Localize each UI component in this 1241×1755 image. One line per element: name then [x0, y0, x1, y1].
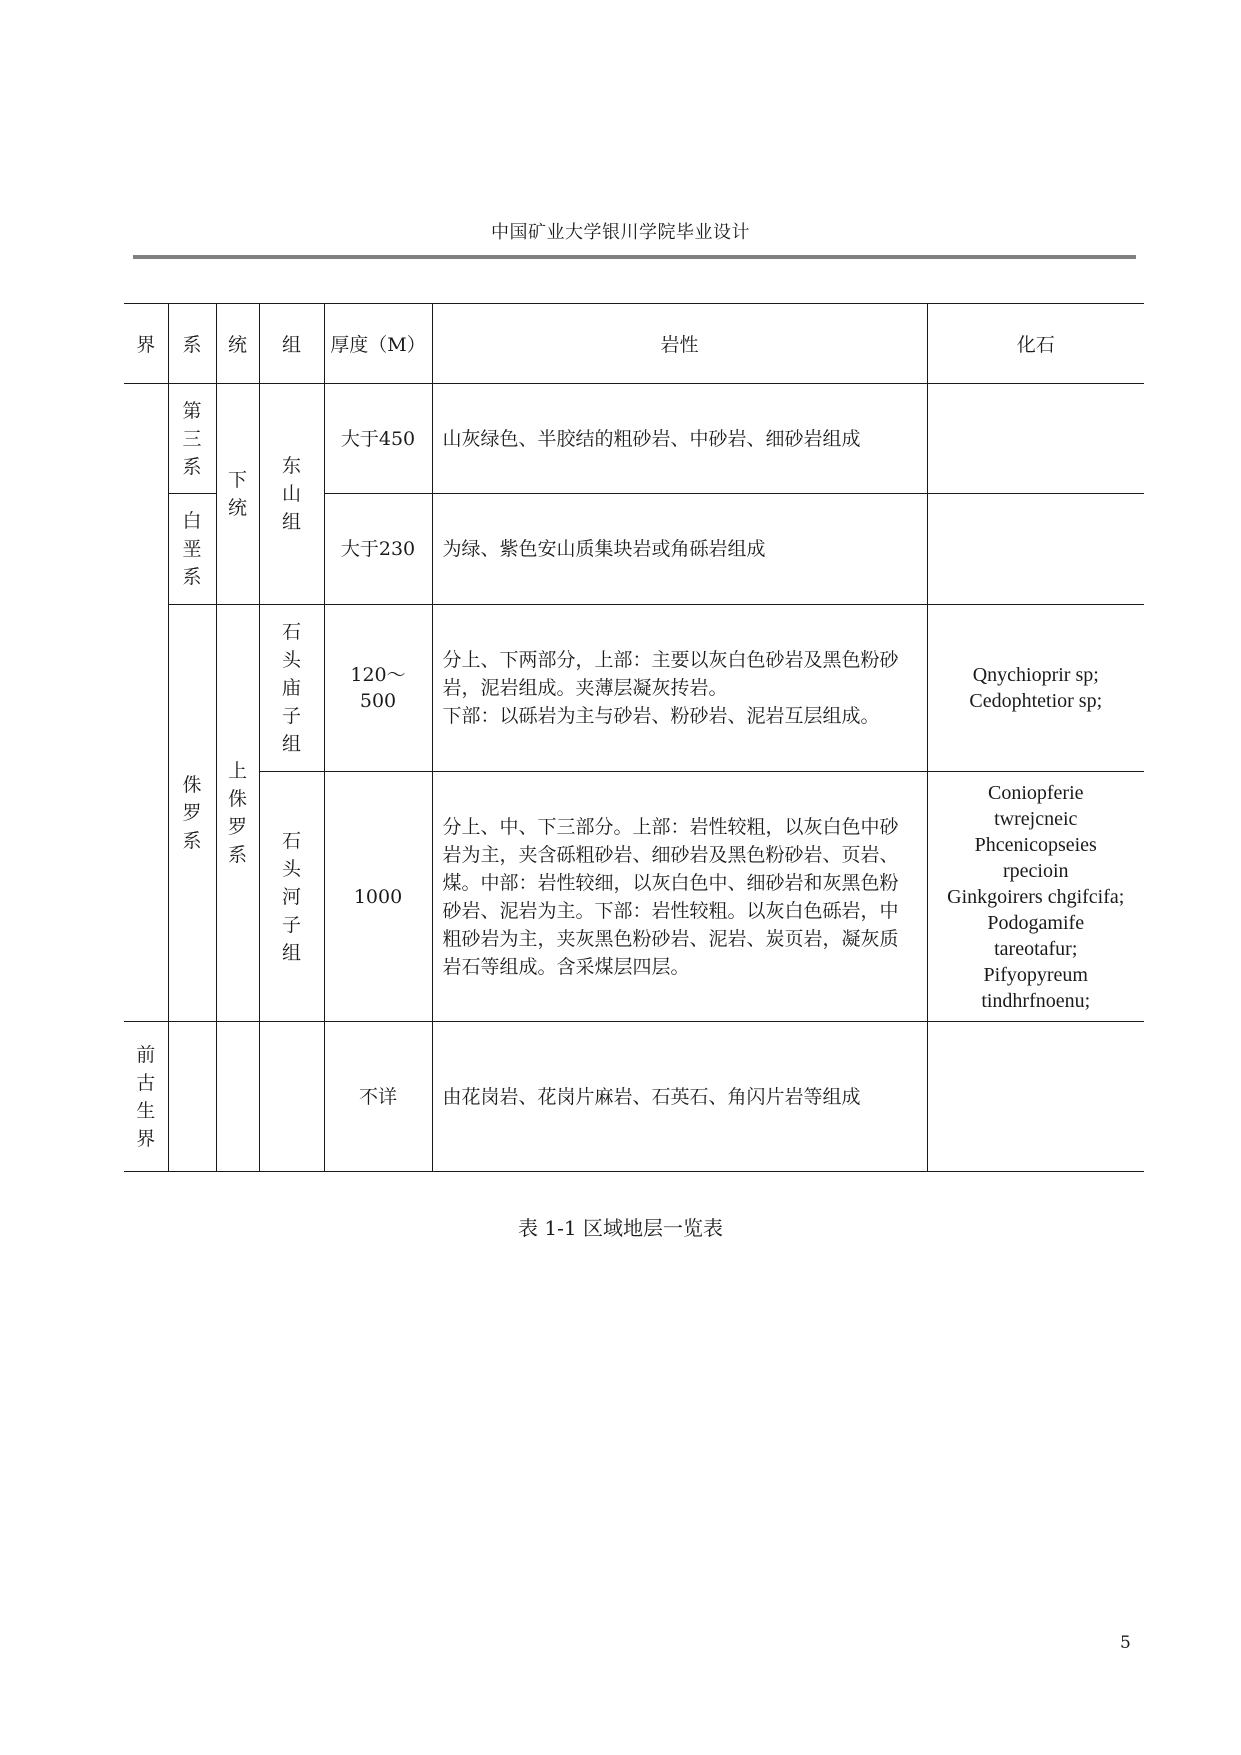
header-rule — [133, 255, 1136, 259]
table-row — [124, 384, 1144, 494]
col-header-formation: 组 — [259, 304, 324, 384]
thickness-cell: 大于230 — [324, 494, 432, 605]
formation-cell — [259, 1022, 324, 1172]
table-row — [124, 605, 1144, 772]
series-cell — [216, 1022, 259, 1172]
running-header-title: 中国矿业大学银川学院毕业设计 — [491, 222, 750, 243]
era-cell-blank — [124, 384, 168, 1022]
series-cell: 下统 — [216, 384, 259, 605]
system-cell: 侏罗系 — [168, 605, 216, 1022]
series-cell: 上侏罗系 — [216, 605, 259, 1022]
stratigraphy-table — [124, 303, 1144, 1172]
thickness-cell: 120～500 — [324, 605, 432, 772]
lithology-cell: 分上、中、下三部分。上部：岩性较粗，以灰白色中砂岩为主，夹含砾粗砂岩、细砂岩及黑色粉砂岩、页岩、煤。中部：岩性较细，以灰白色中、细砂岩和灰黑色粉砂岩、泥岩为主。下部：岩性较粗。以灰白色砾岩，中粗砂岩为主，夹灰黑色粉砂岩、泥岩、炭页岩，凝灰质岩石等组成。含采煤层四层。 — [432, 772, 927, 1022]
fossil-cell — [927, 1022, 1144, 1172]
thickness-cell: 大于450 — [324, 384, 432, 494]
col-header-lithology: 岩性 — [432, 304, 927, 384]
col-header-era: 界 — [124, 304, 168, 384]
col-header-fossil: 化石 — [927, 304, 1144, 384]
fossil-cell — [927, 384, 1144, 494]
formation-cell: 东山组 — [259, 384, 324, 605]
formation-cell: 石头河子组 — [259, 772, 324, 1022]
formation-cell: 石头庙子组 — [259, 605, 324, 772]
lithology-cell: 分上、下两部分，上部：主要以灰白色砂岩及黑色粉砂岩，泥岩组成。夹薄层凝灰抟岩。 下部：以砾岩为主与砂岩、粉砂岩、泥岩互层组成。 — [432, 605, 927, 772]
table-header-row — [124, 304, 1144, 384]
col-header-thickness: 厚度（M） — [324, 304, 432, 384]
system-cell — [168, 1022, 216, 1172]
table-caption: 表 1-1 区域地层一览表 — [518, 1216, 723, 1240]
system-cell: 白垩系 — [168, 494, 216, 605]
fossil-cell: Qnychioprir sp; Cedophtetior sp; — [927, 605, 1144, 772]
lithology-cell: 由花岗岩、花岗片麻岩、石英石、角闪片岩等组成 — [432, 1022, 927, 1172]
lithology-cell: 为绿、紫色安山质集块岩或角砾岩组成 — [432, 494, 927, 605]
fossil-cell — [927, 494, 1144, 605]
thickness-cell: 不详 — [324, 1022, 432, 1172]
table-row — [124, 1022, 1144, 1172]
fossil-cell: Coniopferie twrejcneic Phcenicopseies rpecioin Ginkgoirers chgifcifa; Podogamife tareotafur; Pifyopyreum tindhrfnoenu; — [927, 772, 1144, 1022]
page-number: 5 — [1120, 1633, 1131, 1653]
col-header-series: 统 — [216, 304, 259, 384]
era-cell: 前古生界 — [124, 1022, 168, 1172]
table-row — [124, 772, 1144, 1022]
lithology-cell: 山灰绿色、半胶结的粗砂岩、中砂岩、细砂岩组成 — [432, 384, 927, 494]
col-header-system: 系 — [168, 304, 216, 384]
system-cell: 第三系 — [168, 384, 216, 494]
thickness-cell: 1000 — [324, 772, 432, 1022]
